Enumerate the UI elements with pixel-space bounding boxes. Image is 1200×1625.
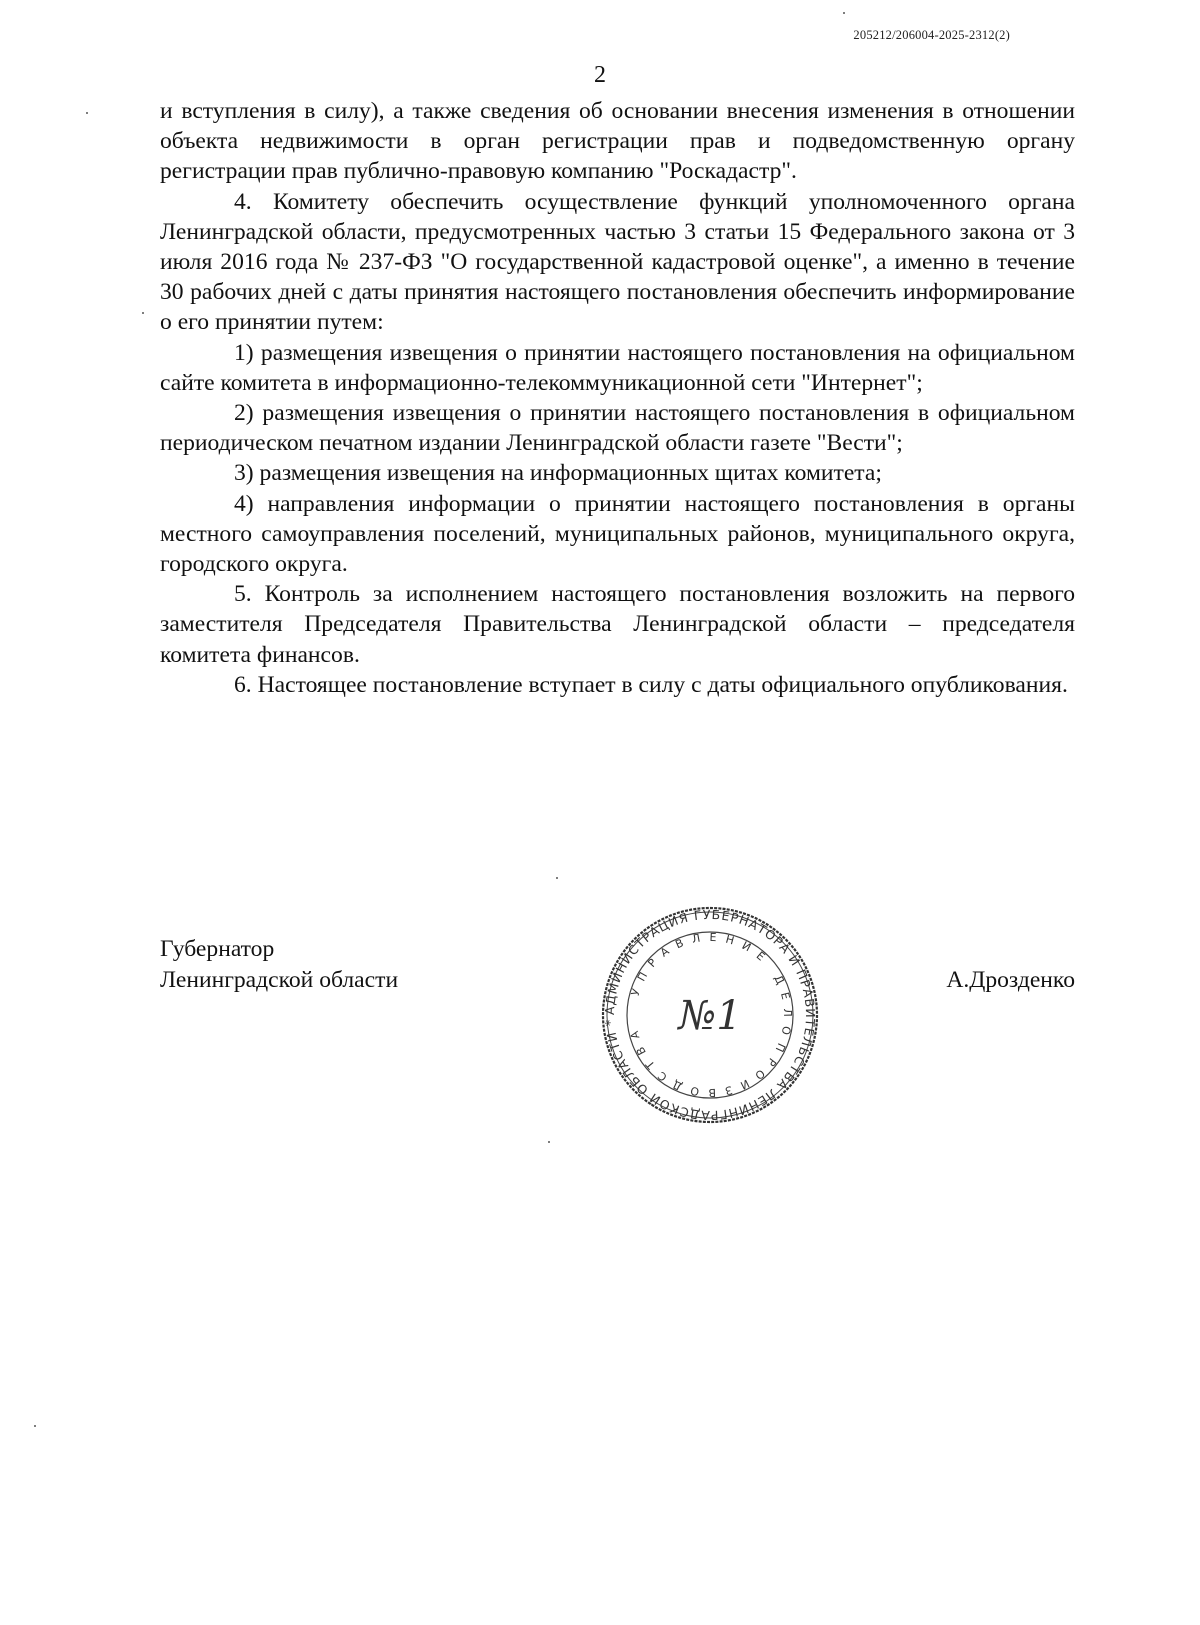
- document-body: [160, 96, 1075, 700]
- paragraph-item-5: 5. Контроль за исполнением настоящего постановления возложить на первого заместителя Председателя Правительства Ленинградской области – председателя комитета финансов.: [160, 581, 1075, 668]
- signatory-title-line1: Губернатор: [160, 936, 275, 962]
- scan-speck: [556, 877, 558, 879]
- signatory-title-line2: Ленинградской области: [160, 967, 399, 993]
- paragraph-subitem-4: 4) направления информации о принятии настоящего постановления в органы местного самоуправления поселений, муниципальных районов, муниципального округа, городского округа.: [160, 490, 1075, 578]
- paragraph-item-6: 6. Настоящее постановление вступает в силу с даты официального опубликования.: [234, 671, 1068, 698]
- signatory-title: [160, 934, 398, 996]
- paragraph-subitem-1: 1) размещения извещения о принятии настоящего постановления на официальном сайте комитета в информационно-телекоммуникационной сети "Интернет";: [160, 339, 1075, 396]
- paragraph-continuation: и вступления в силу), а также сведения об основании внесения изменения в отношении объекта недвижимости в орган регистрации прав и подведомственную органу регистрации прав публично-правовую компанию "Роскадастр".: [160, 98, 1075, 185]
- scan-speck: [548, 1141, 550, 1143]
- official-stamp: [600, 905, 820, 1125]
- stamp-outer-text: АДМИНИСТРАЦИЯ ГУБЕРНАТОРА И ПРАВИТЕЛЬСТВА ЛЕНИНГРАДСКОЙ ОБЛАСТИ *: [601, 906, 819, 1124]
- document-id: 205212/206004-2025-2312(2): [853, 28, 1010, 42]
- scan-speck: [34, 1425, 36, 1427]
- scan-speck: [86, 112, 88, 114]
- paragraph-subitem-3: 3) размещения извещения на информационных щитах комитета;: [234, 460, 882, 487]
- stamp-center-number: №1: [678, 993, 742, 1039]
- signatory-name: А.Дрозденко: [946, 967, 1075, 993]
- page-number: 2: [594, 62, 606, 88]
- stamp-inner-text: УПРАВЛЕНИЕ ДЕЛОПРОИЗВОДСТВА: [627, 930, 795, 1100]
- scan-speck: [142, 312, 144, 314]
- paragraph-item-4: 4. Комитету обеспечить осуществление функций уполномоченного органа Ленинградской области, предусмотренных частью 3 статьи 15 Федерального закона от 3 июля 2016 года № 237-ФЗ "О государственной кадастровой оценке", а именно в течение 30 рабочих дней с даты принятия настоящего постановления обеспечить информирование о его принятии путем:: [160, 188, 1075, 336]
- paragraph-subitem-2: 2) размещения извещения о принятии настоящего постановления в официальном периодическом печатном издании Ленинградской области газете "Вести";: [160, 400, 1075, 457]
- scan-speck: [843, 12, 845, 14]
